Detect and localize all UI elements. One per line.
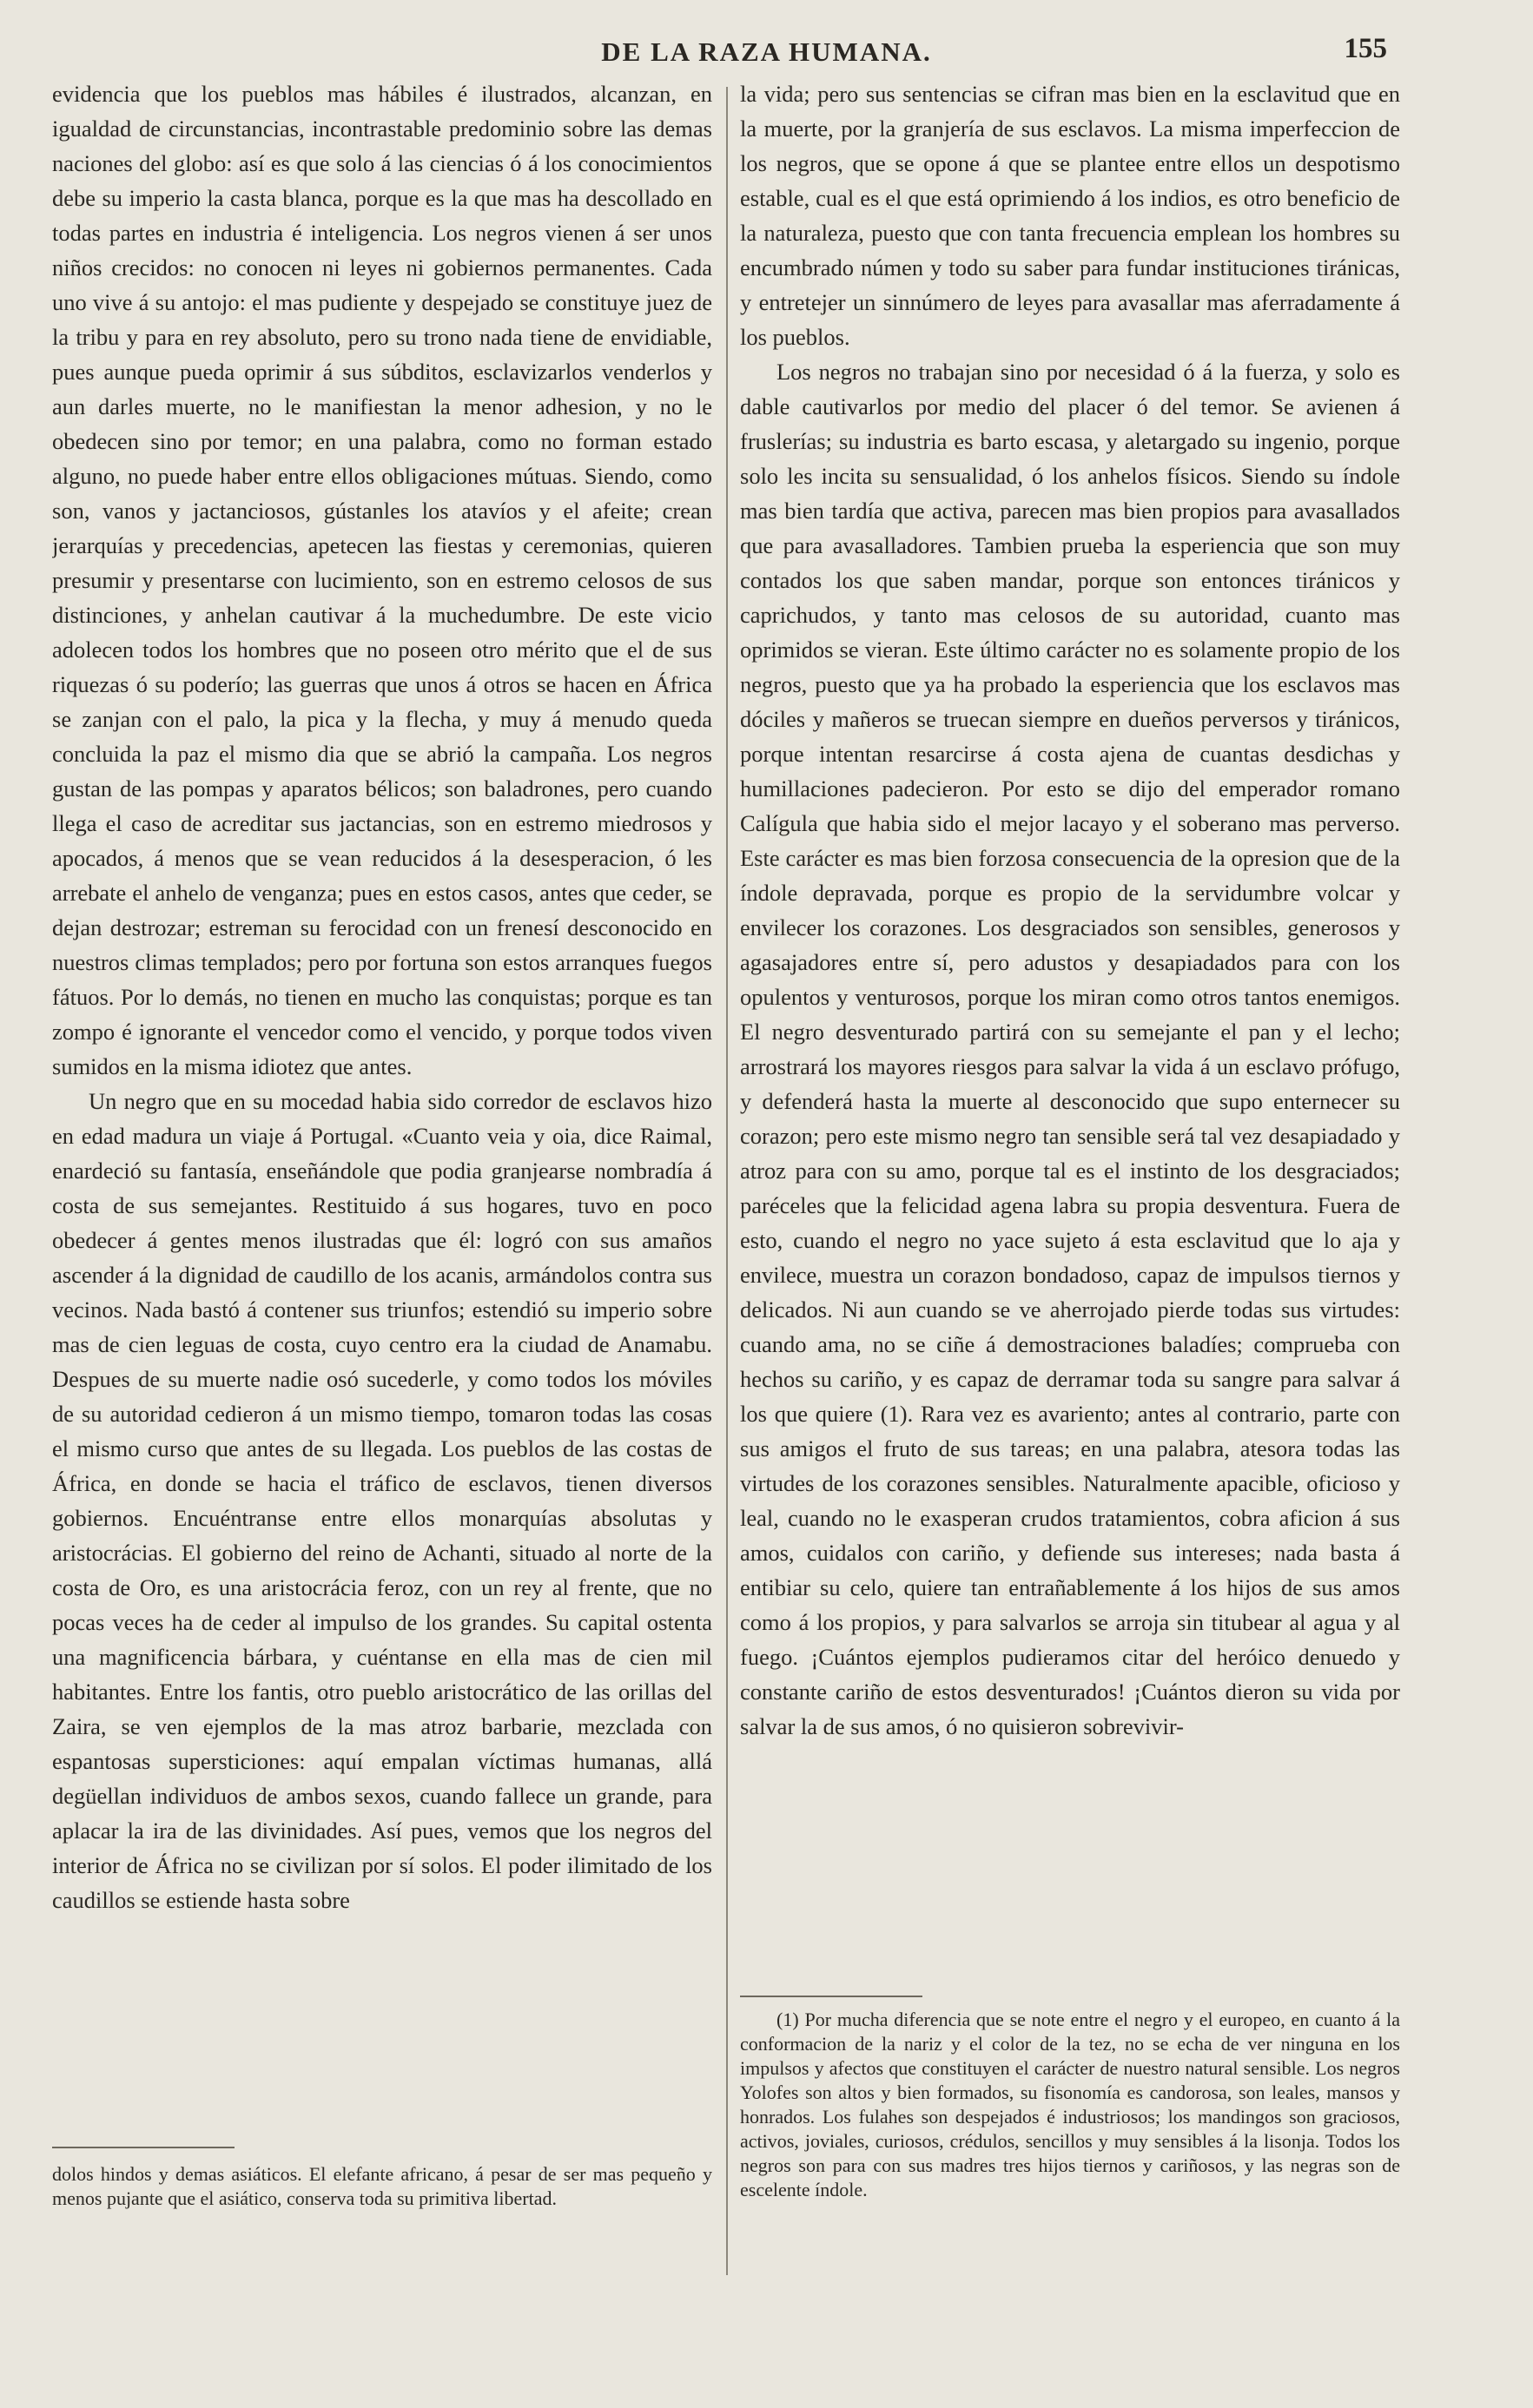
right-paragraph-2: Los negros no trabajan sino por necesidad ó á la fuerza, y solo es dable cautivarlos por medio del placer ó del temor. Se avienen á fruslerías; su industria es barto escasa, y aletargado su ingenio, porque solo les incita su sensualidad, ó los anhelos físicos. Siendo su índole mas bien tardía que activa, parecen mas bien propios para avasallados que para avasalladores. Tambien prueba la esperiencia que son muy contados los que saben mandar, porque son entonces tiránicos y caprichudos, y tanto mas celosos de su autoridad, cuanto mas oprimidos se vieran. Este último carácter no es solamente propio de los negros, puesto que ya ha probado la esperiencia que los esclavos mas dóciles y mañeros se truecan siempre en dueños perversos y tiránicos, porque intentan resarcirse á costa ajena de cuantas desdichas y humillaciones padecieron. Por esto se dijo del emperador romano Calígula que habia sido el mejor lacayo y el soberano mas perverso. Este carácter es mas bien forzosa consecuencia de la opresion que de la índole depravada, porque es propio de la servidumbre volcar y envilecer los corazones. Los desgraciados son sensibles, generosos y agasajadores entre sí, pero adustos y desapiadados para con los opulentos y venturosos, porque los miran como otros tantos enemigos. El negro desventurado partirá con su semejante el pan y el lecho; arrostrará los mayores riesgos para salvar la vida á un esclavo prófugo, y defenderá hasta la muerte al desconocido que supo enternecer su corazon; pero este mismo negro tan sensible será tal vez desapiadado y atroz para con su amo, porque tal es el instinto de los desgraciados; paréceles que la felicidad agena labra su propia desventura. Fuera de esto, cuando el negro no yace sujeto á esta esclavitud que lo aja y envilece, muestra un corazon bondadoso, capaz de impulsos tiernos y delicados. Ni aun cuando se ve aherrojado pierde todas sus virtudes: cuando ama, no se ciñe á demostraciones baladíes; comprueba con hechos su cariño, y es capaz de derramar toda su sangre para salvar á los que quiere (1). Rara vez es avariento; antes al contrario, parte con sus amigos el fruto de sus tareas; en una palabra, atesora todas las virtudes de los corazones sensibles. Naturalmente apacible, oficioso y leal, cuando no le exasperan crudos tratamientos, cobra aficion á sus amos, cuidalos con cariño, y defiende sus intereses; nada basta á entibiar su celo, quiere tan entrañablemente á los hijos de sus amos como á los propios, y para salvarlos se arroja sin titubear al agua y al fuego. ¡Cuántos ejemplos pudieramos citar del heróico denuedo y constante cariño de estos desventurados! ¡Cuántos dieron su vida por salvar la de sus amos, ó no quisieron sobrevivir- [740, 359, 1400, 1739]
left-column [52, 76, 712, 2273]
left-footnote-rule [52, 2147, 235, 2148]
page-header [0, 33, 1533, 76]
left-paragraph-2: Un negro que en su mocedad habia sido corredor de esclavos hizo en edad madura un viaje á Portugal. «Cuanto veia y oia, dice Raimal, enardeció su fantasía, enseñándole que podia granjearse nombradía á costa de sus semejantes. Restituido á sus hogares, tuvo en poco obedecer á gentes menos ilustradas que él: logró con sus amaños ascender á la dignidad de caudillo de los acanis, armándolos contra sus vecinos. Nada bastó á contener sus triunfos; estendió su imperio sobre mas de cien leguas de costa, cuyo centro era la ciudad de Anamabu. Despues de su muerte nadie osó sucederle, y como todos los móviles de su autoridad cedieron á un mismo tiempo, tomaron todas las cosas el mismo curso que antes de su llegada. Los pueblos de las costas de África, en donde se hacia el tráfico de esclavos, tienen diversos gobiernos. Encuéntranse entre ellos monarquías absolutas y aristocrácias. El gobierno del reino de Achanti, situado al norte de la costa de Oro, es una aristocrácia feroz, con un rey al frente, que no pocas veces ha de ceder al impulso de los grandes. Su capital ostenta una magnificencia bárbara, y cuéntanse en ella mas de cien mil habitantes. Entre los fantis, otro pueblo aristocrático de las orillas del Zaira, se ven ejemplos de la mas atroz barbarie, mezclada con espantosas supersticiones: aquí empalan víctimas humanas, allá degüellan individuos de ambos sexos, cuando fallece un grande, para aplacar la ira de las divinidades. Así pues, vemos que los negros del interior de África no se civilizan por sí solos. El poder ilimitado de los caudillos se estiende hasta sobre [52, 1088, 712, 1913]
left-footnote-text: dolos hindos y demas asiáticos. El elefante africano, á pesar de ser mas pequeño y menos pujante que el asiático, conserva toda su primitiva libertad. [52, 2163, 712, 2209]
page-number: 155 [1344, 33, 1387, 64]
right-paragraph-1: la vida; pero sus sentencias se cifran mas bien en la esclavitud que en la muerte, por la granjería de sus esclavos. La misma imperfeccion de los negros, que se opone á que se plantee entre ellos un despotismo estable, cual es el que está oprimiendo á los indios, es otro beneficio de la naturaleza, puesto que con tanta frecuencia emplean los hombres su encumbrado númen y todo su saber para fundar instituciones tiránicas, y entretejer un sinnúmero de leyes para avasallar mas aferradamente á los pueblos. [740, 81, 1400, 350]
running-title: DE LA RAZA HUMANA. [601, 36, 932, 67]
right-footnote-rule [740, 1996, 922, 1997]
column-divider [726, 87, 728, 2275]
left-paragraph-1: evidencia que los pueblos mas hábiles é ilustrados, alcanzan, en igualdad de circunstancias, incontrastable predominio sobre las demas naciones del globo: así es que solo á las ciencias ó á los conocimientos debe su imperio la casta blanca, porque es la que mas ha descollado en todas partes en industria é inteligencia. Los negros vienen á ser unos niños crecidos: no conocen ni leyes ni gobiernos permanentes. Cada uno vive á su antojo: el mas pudiente y despejado se constituye juez de la tribu y para en rey absoluto, pero su trono nada tiene de envidiable, pues aunque pueda oprimir á sus súbditos, esclavizarlos venderlos y aun darles muerte, no le manifiestan la menor adhesion, y no le obedecen sino por temor; en una palabra, como no forman estado alguno, no puede haber entre ellos obligaciones mútuas. Siendo, como son, vanos y jactanciosos, gústanles los atavíos y el afeite; crean jerarquías y precedencias, apetecen las fiestas y ceremonias, quieren presumir y presentarse con lucimiento, son en estremo celosos de sus distinciones, y anhelan cautivar á la muchedumbre. De este vicio adolecen todos los hombres que no poseen otro mérito que el de sus riquezas ó su poderío; las guerras que unos á otros se hacen en África se zanjan con el palo, la pica y la flecha, y muy á menudo queda concluida la paz el mismo dia que se abrió la campaña. Los negros gustan de las pompas y aparatos bélicos; son baladrones, pero cuando llega el caso de acreditar sus jactancias, son en estremo miedrosos y apocados, á menos que se vean reducidos á la desesperacion, ó les arrebate el anhelo de venganza; pues en estos casos, antes que ceder, se dejan destrozar; estreman su ferocidad con un frenesí desconocido en nuestros climas templados; pero por fortuna son estos arranques fuegos fátuos. Por lo demás, no tienen en mucho las conquistas; porque es tan zompo é ignorante el vencedor como el vencido, y porque todos viven sumidos en la misma idiotez que antes. [52, 81, 712, 1079]
right-footnote-text: (1) Por mucha diferencia que se note entre el negro y el europeo, en cuanto á la conformacion de la nariz y el color de la tez, no se echa de ver ninguna en los impulsos y afectos que constituyen el carácter de nuestro natural sensible. Los negros Yolofes son altos y bien formados, su fisonomía es candorosa, son leales, mansos y honrados. Los fulahes son despejados é industriosos; los mandingos son graciosos, activos, joviales, curiosos, crédulos, sencillos y muy sensibles á la lisonja. Todos los negros son para con sus madres tres hijos tiernos y cariñosos, y las negras son de escelente índole. [740, 2009, 1400, 2200]
right-footnote [740, 2008, 1400, 2268]
left-footnote [52, 2162, 712, 2266]
right-column [740, 76, 1400, 2030]
